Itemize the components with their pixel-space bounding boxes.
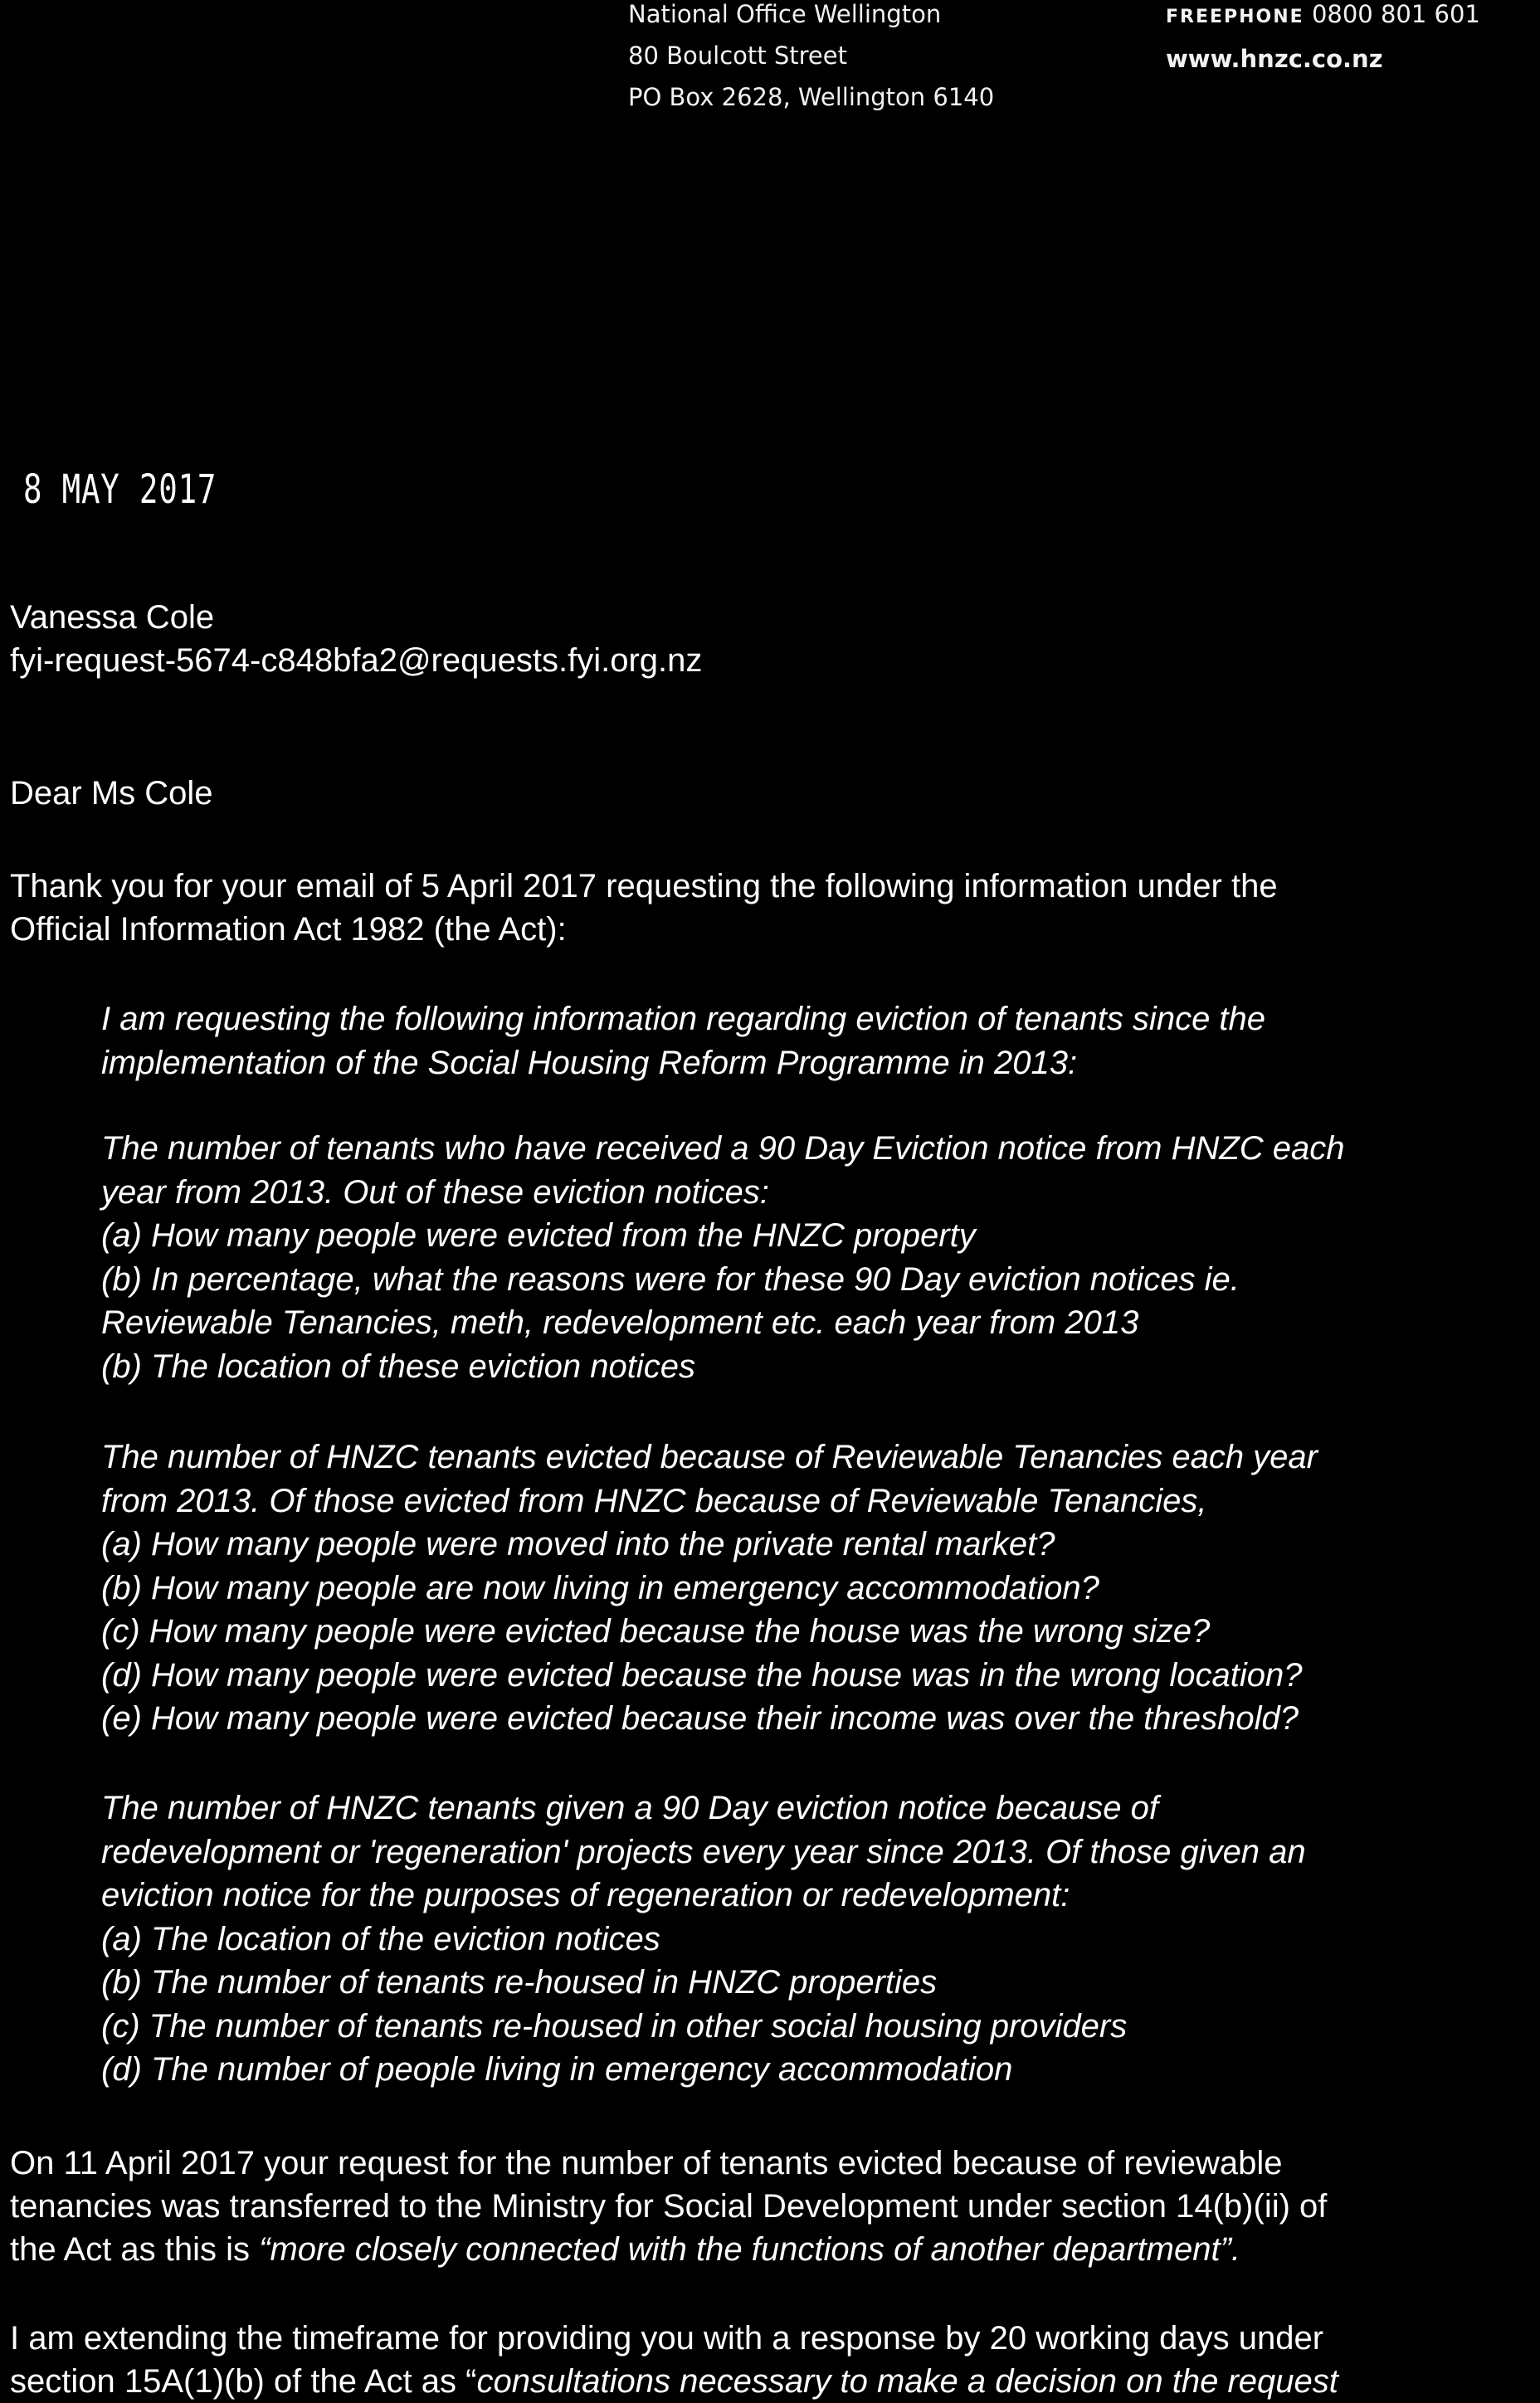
quote-line: (b) How many people are now living in emergency accommodation? xyxy=(101,1569,1099,1606)
quote-line: (a) How many people were moved into the private rental market? xyxy=(101,1526,1055,1562)
quoted-block-2 xyxy=(101,1127,1345,1388)
paragraph-line: I am extending the timeframe for providing you with a response by 20 working days under xyxy=(10,2320,1324,2357)
address-line: National Office Wellington xyxy=(628,0,942,28)
transfer-paragraph xyxy=(10,2142,1327,2271)
website-link[interactable]: www.hnzc.co.nz xyxy=(1166,45,1383,73)
recipient-email: fyi-request-5674-c848bfa2@requests.fyi.org.nz xyxy=(10,642,703,679)
quote-line: implementation of the Social Housing Reform Programme in 2013: xyxy=(101,1044,1078,1081)
paragraph-line: On 11 April 2017 your request for the number of tenants evicted because of reviewable xyxy=(10,2145,1283,2181)
paragraph-line: tenancies was transferred to the Ministry for Social Development under section 14(b)(ii) of xyxy=(10,2188,1328,2225)
quote-line: (b) The number of tenants re-housed in HNZC properties xyxy=(101,1964,938,2001)
paragraph-text: the Act as this is xyxy=(10,2231,260,2268)
quote-line: from 2013. Of those evicted from HNZC because of Reviewable Tenancies, xyxy=(101,1482,1207,1519)
address-line: PO Box 2628, Wellington 6140 xyxy=(628,83,995,111)
quote-line: (a) The location of the eviction notices xyxy=(101,1920,660,1957)
quoted-phrase: “more closely connected with the functions of another department”. xyxy=(259,2231,1240,2268)
salutation: Dear Ms Cole xyxy=(10,775,213,812)
quote-line: I am requesting the following information regarding eviction of tenants since the xyxy=(101,1001,1266,1037)
quote-line: (b) In percentage, what the reasons were for these 90 Day eviction notices ie. xyxy=(101,1260,1240,1298)
quote-line: year from 2013. Out of these eviction notices: xyxy=(101,1173,769,1211)
quote-line: The number of HNZC tenants evicted because of Reviewable Tenancies each year xyxy=(101,1439,1318,1475)
extension-paragraph xyxy=(10,2317,1338,2403)
quote-line: Reviewable Tenancies, meth, redevelopment etc. each year from 2013 xyxy=(101,1304,1139,1341)
quoted-block-3 xyxy=(101,1435,1318,1741)
quote-line: (b) The location of these eviction notices xyxy=(101,1348,695,1385)
freephone-number: 0800 801 601 xyxy=(1311,0,1480,28)
recipient-block xyxy=(10,596,702,682)
quoted-phrase: consultations necessary to make a decision on the request xyxy=(476,2363,1338,2400)
date-stamp: 8 MAY 2017 xyxy=(23,466,217,513)
recipient-name: Vanessa Cole xyxy=(10,599,215,636)
paragraph-line xyxy=(10,2360,1338,2403)
paragraph-text: section 15A(1)(b) of the Act as “ xyxy=(10,2363,477,2400)
quoted-block-1 xyxy=(101,997,1265,1085)
quote-line: (d) The number of people living in emergency accommodation xyxy=(101,2051,1013,2088)
quote-line: (c) The number of tenants re-housed in other social housing providers xyxy=(101,2007,1128,2045)
freephone-label: FREEPHONE xyxy=(1166,7,1304,27)
quote-line: (d) How many people were evicted because the house was in the wrong location? xyxy=(101,1656,1303,1694)
quote-line: redevelopment or 'regeneration' projects every year since 2013. Of those given an xyxy=(101,1833,1306,1870)
quote-line: eviction notice for the purposes of regeneration or redevelopment: xyxy=(101,1877,1070,1913)
freephone xyxy=(1166,0,1480,38)
paragraph-line xyxy=(10,2228,1327,2271)
quote-line: (e) How many people were evicted because their income was over the threshold? xyxy=(101,1700,1299,1737)
quote-line: (a) How many people were evicted from the HNZC property xyxy=(101,1217,976,1254)
intro-paragraph xyxy=(10,865,1278,951)
address-line: 80 Boulcott Street xyxy=(628,41,847,70)
quote-line: The number of tenants who have received a 90 Day Eviction notice from HNZC each xyxy=(101,1130,1345,1167)
quote-line: (c) How many people were evicted because the house was the wrong size? xyxy=(101,1613,1211,1650)
letterhead-address xyxy=(628,0,994,118)
intro-line: Thank you for your email of 5 April 2017 requesting the following information under the xyxy=(10,868,1278,904)
quoted-block-4 xyxy=(101,1786,1306,2092)
quote-line: The number of HNZC tenants given a 90 Day eviction notice because of xyxy=(101,1790,1159,1826)
letterhead-contact xyxy=(1166,0,1480,80)
intro-line: Official Information Act 1982 (the Act): xyxy=(10,911,567,948)
